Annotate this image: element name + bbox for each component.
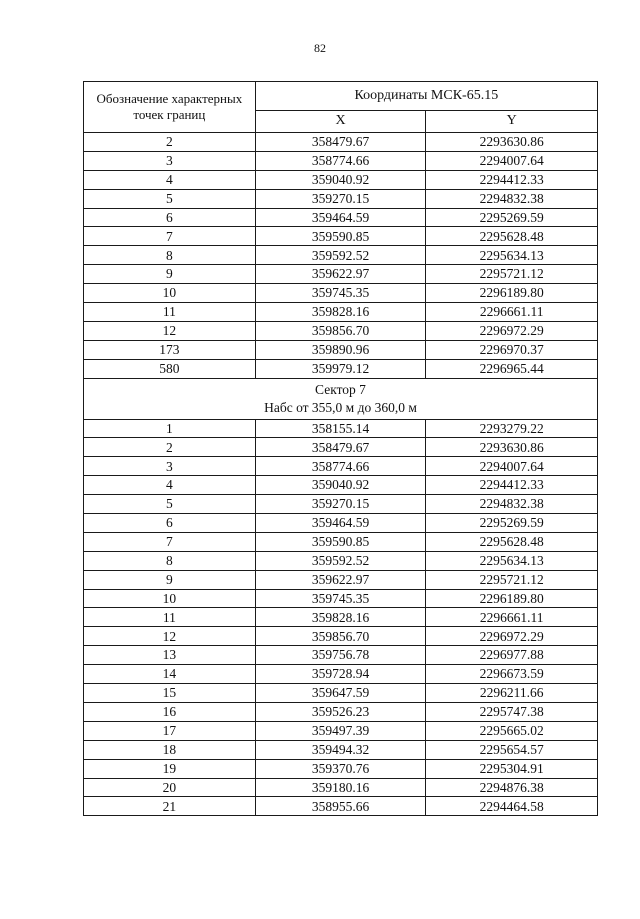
point-number-cell: 10 [84,589,256,608]
y-coordinate-cell: 2296211.66 [426,684,598,703]
x-coordinate-cell: 359756.78 [255,646,426,665]
table-row [84,495,598,514]
x-coordinate-cell: 358774.66 [255,457,426,476]
table-row [84,514,598,533]
point-number-cell: 18 [84,740,256,759]
table-row [84,303,598,322]
point-number-cell: 4 [84,476,256,495]
y-coordinate-cell: 2296970.37 [426,340,598,359]
y-coordinate-cell: 2294007.64 [426,151,598,170]
coordinates-table [83,81,598,816]
point-number-cell: 10 [84,284,256,303]
table-row [84,419,598,438]
x-coordinate-cell: 359592.52 [255,246,426,265]
y-coordinate-cell: 2295628.48 [426,532,598,551]
point-number-cell: 580 [84,359,256,378]
y-coordinate-cell: 2295721.12 [426,570,598,589]
y-coordinate-cell: 2296189.80 [426,284,598,303]
table-row [84,532,598,551]
x-coordinate-cell: 359526.23 [255,702,426,721]
point-number-cell: 16 [84,702,256,721]
x-coordinate-cell: 358479.67 [255,438,426,457]
table-row [84,227,598,246]
x-coordinate-cell: 359979.12 [255,359,426,378]
y-coordinate-cell: 2295665.02 [426,721,598,740]
point-number-cell: 11 [84,608,256,627]
table-row [84,133,598,152]
y-column-header: Y [426,110,598,132]
table-row [84,321,598,340]
table-row [84,340,598,359]
point-number-cell: 9 [84,265,256,284]
point-number-cell: 5 [84,189,256,208]
x-coordinate-cell: 359040.92 [255,170,426,189]
point-number-cell: 14 [84,665,256,684]
table-row [84,359,598,378]
y-coordinate-cell: 2295269.59 [426,514,598,533]
table-row [84,702,598,721]
x-coordinate-cell: 359494.32 [255,740,426,759]
point-number-cell: 2 [84,438,256,457]
sector-subtitle: Набс от 355,0 м до 360,0 м [264,399,417,415]
y-coordinate-cell: 2295634.13 [426,551,598,570]
table-row [84,608,598,627]
point-number-cell: 4 [84,170,256,189]
x-coordinate-cell: 359828.16 [255,608,426,627]
table-row [84,208,598,227]
y-coordinate-cell: 2295634.13 [426,246,598,265]
table-row [84,170,598,189]
point-number-cell: 173 [84,340,256,359]
y-coordinate-cell: 2293630.86 [426,133,598,152]
y-coordinate-cell: 2296965.44 [426,359,598,378]
point-number-cell: 2 [84,133,256,152]
point-number-cell: 6 [84,208,256,227]
table-row [84,189,598,208]
x-coordinate-cell: 359590.85 [255,227,426,246]
table-row [84,759,598,778]
table-row [84,721,598,740]
x-coordinate-cell: 359180.16 [255,778,426,797]
table-row [84,589,598,608]
point-number-cell: 7 [84,532,256,551]
y-coordinate-cell: 2296673.59 [426,665,598,684]
point-number-cell: 13 [84,646,256,665]
table-row [84,265,598,284]
table-row [84,740,598,759]
table-row [84,627,598,646]
y-coordinate-cell: 2294412.33 [426,170,598,189]
y-coordinate-cell: 2294876.38 [426,778,598,797]
y-coordinate-cell: 2295269.59 [426,208,598,227]
x-coordinate-cell: 359464.59 [255,514,426,533]
y-coordinate-cell: 2296972.29 [426,627,598,646]
table-row [84,476,598,495]
table-body-sector [84,419,598,816]
sector-row [84,378,598,419]
point-number-cell: 3 [84,151,256,170]
point-number-cell: 11 [84,303,256,322]
table-row [84,438,598,457]
point-column-header: Обозначение характерных точек границ [84,82,256,133]
x-coordinate-cell: 359592.52 [255,551,426,570]
x-coordinate-cell: 359728.94 [255,665,426,684]
x-coordinate-cell: 359370.76 [255,759,426,778]
x-coordinate-cell: 359270.15 [255,189,426,208]
point-number-cell: 8 [84,551,256,570]
point-number-cell: 8 [84,246,256,265]
point-number-cell: 17 [84,721,256,740]
x-coordinate-cell: 359590.85 [255,532,426,551]
y-coordinate-cell: 2295654.57 [426,740,598,759]
y-coordinate-cell: 2293630.86 [426,438,598,457]
y-coordinate-cell: 2295721.12 [426,265,598,284]
sector-title: Сектор 7 [315,382,366,398]
y-coordinate-cell: 2296972.29 [426,321,598,340]
point-number-cell: 19 [84,759,256,778]
y-coordinate-cell: 2295747.38 [426,702,598,721]
table-row [84,457,598,476]
y-coordinate-cell: 2294412.33 [426,476,598,495]
x-coordinate-cell: 358479.67 [255,133,426,152]
table-row [84,778,598,797]
x-column-header: X [255,110,426,132]
page-number: 82 [314,41,326,55]
point-number-cell: 9 [84,570,256,589]
y-coordinate-cell: 2296661.11 [426,303,598,322]
point-number-cell: 7 [84,227,256,246]
x-coordinate-cell: 359856.70 [255,321,426,340]
table-row [84,246,598,265]
point-number-cell: 12 [84,627,256,646]
point-number-cell: 1 [84,419,256,438]
y-coordinate-cell: 2295304.91 [426,759,598,778]
coordinates-header: Координаты МСК-65.15 [255,82,597,111]
sector-heading [84,378,598,419]
x-coordinate-cell: 358955.66 [255,797,426,816]
x-coordinate-cell: 359828.16 [255,303,426,322]
x-coordinate-cell: 359497.39 [255,721,426,740]
y-coordinate-cell: 2294832.38 [426,495,598,514]
table-row [84,684,598,703]
x-coordinate-cell: 359856.70 [255,627,426,646]
y-coordinate-cell: 2294007.64 [426,457,598,476]
table-row [84,665,598,684]
x-coordinate-cell: 359464.59 [255,208,426,227]
x-coordinate-cell: 359270.15 [255,495,426,514]
table-row [84,570,598,589]
x-coordinate-cell: 358155.14 [255,419,426,438]
table-row [84,151,598,170]
x-coordinate-cell: 359647.59 [255,684,426,703]
table-row [84,646,598,665]
y-coordinate-cell: 2294464.58 [426,797,598,816]
point-number-cell: 15 [84,684,256,703]
y-coordinate-cell: 2295628.48 [426,227,598,246]
table-body-top [84,133,598,379]
y-coordinate-cell: 2296977.88 [426,646,598,665]
table-row [84,797,598,816]
point-number-cell: 3 [84,457,256,476]
y-coordinate-cell: 2294832.38 [426,189,598,208]
x-coordinate-cell: 359745.35 [255,589,426,608]
point-number-cell: 6 [84,514,256,533]
y-coordinate-cell: 2296661.11 [426,608,598,627]
point-number-cell: 12 [84,321,256,340]
point-number-cell: 21 [84,797,256,816]
x-coordinate-cell: 359890.96 [255,340,426,359]
x-coordinate-cell: 359622.97 [255,265,426,284]
table-row [84,551,598,570]
point-number-cell: 20 [84,778,256,797]
x-coordinate-cell: 359040.92 [255,476,426,495]
y-coordinate-cell: 2293279.22 [426,419,598,438]
table-row [84,284,598,303]
point-number-cell: 5 [84,495,256,514]
x-coordinate-cell: 359745.35 [255,284,426,303]
x-coordinate-cell: 358774.66 [255,151,426,170]
x-coordinate-cell: 359622.97 [255,570,426,589]
y-coordinate-cell: 2296189.80 [426,589,598,608]
